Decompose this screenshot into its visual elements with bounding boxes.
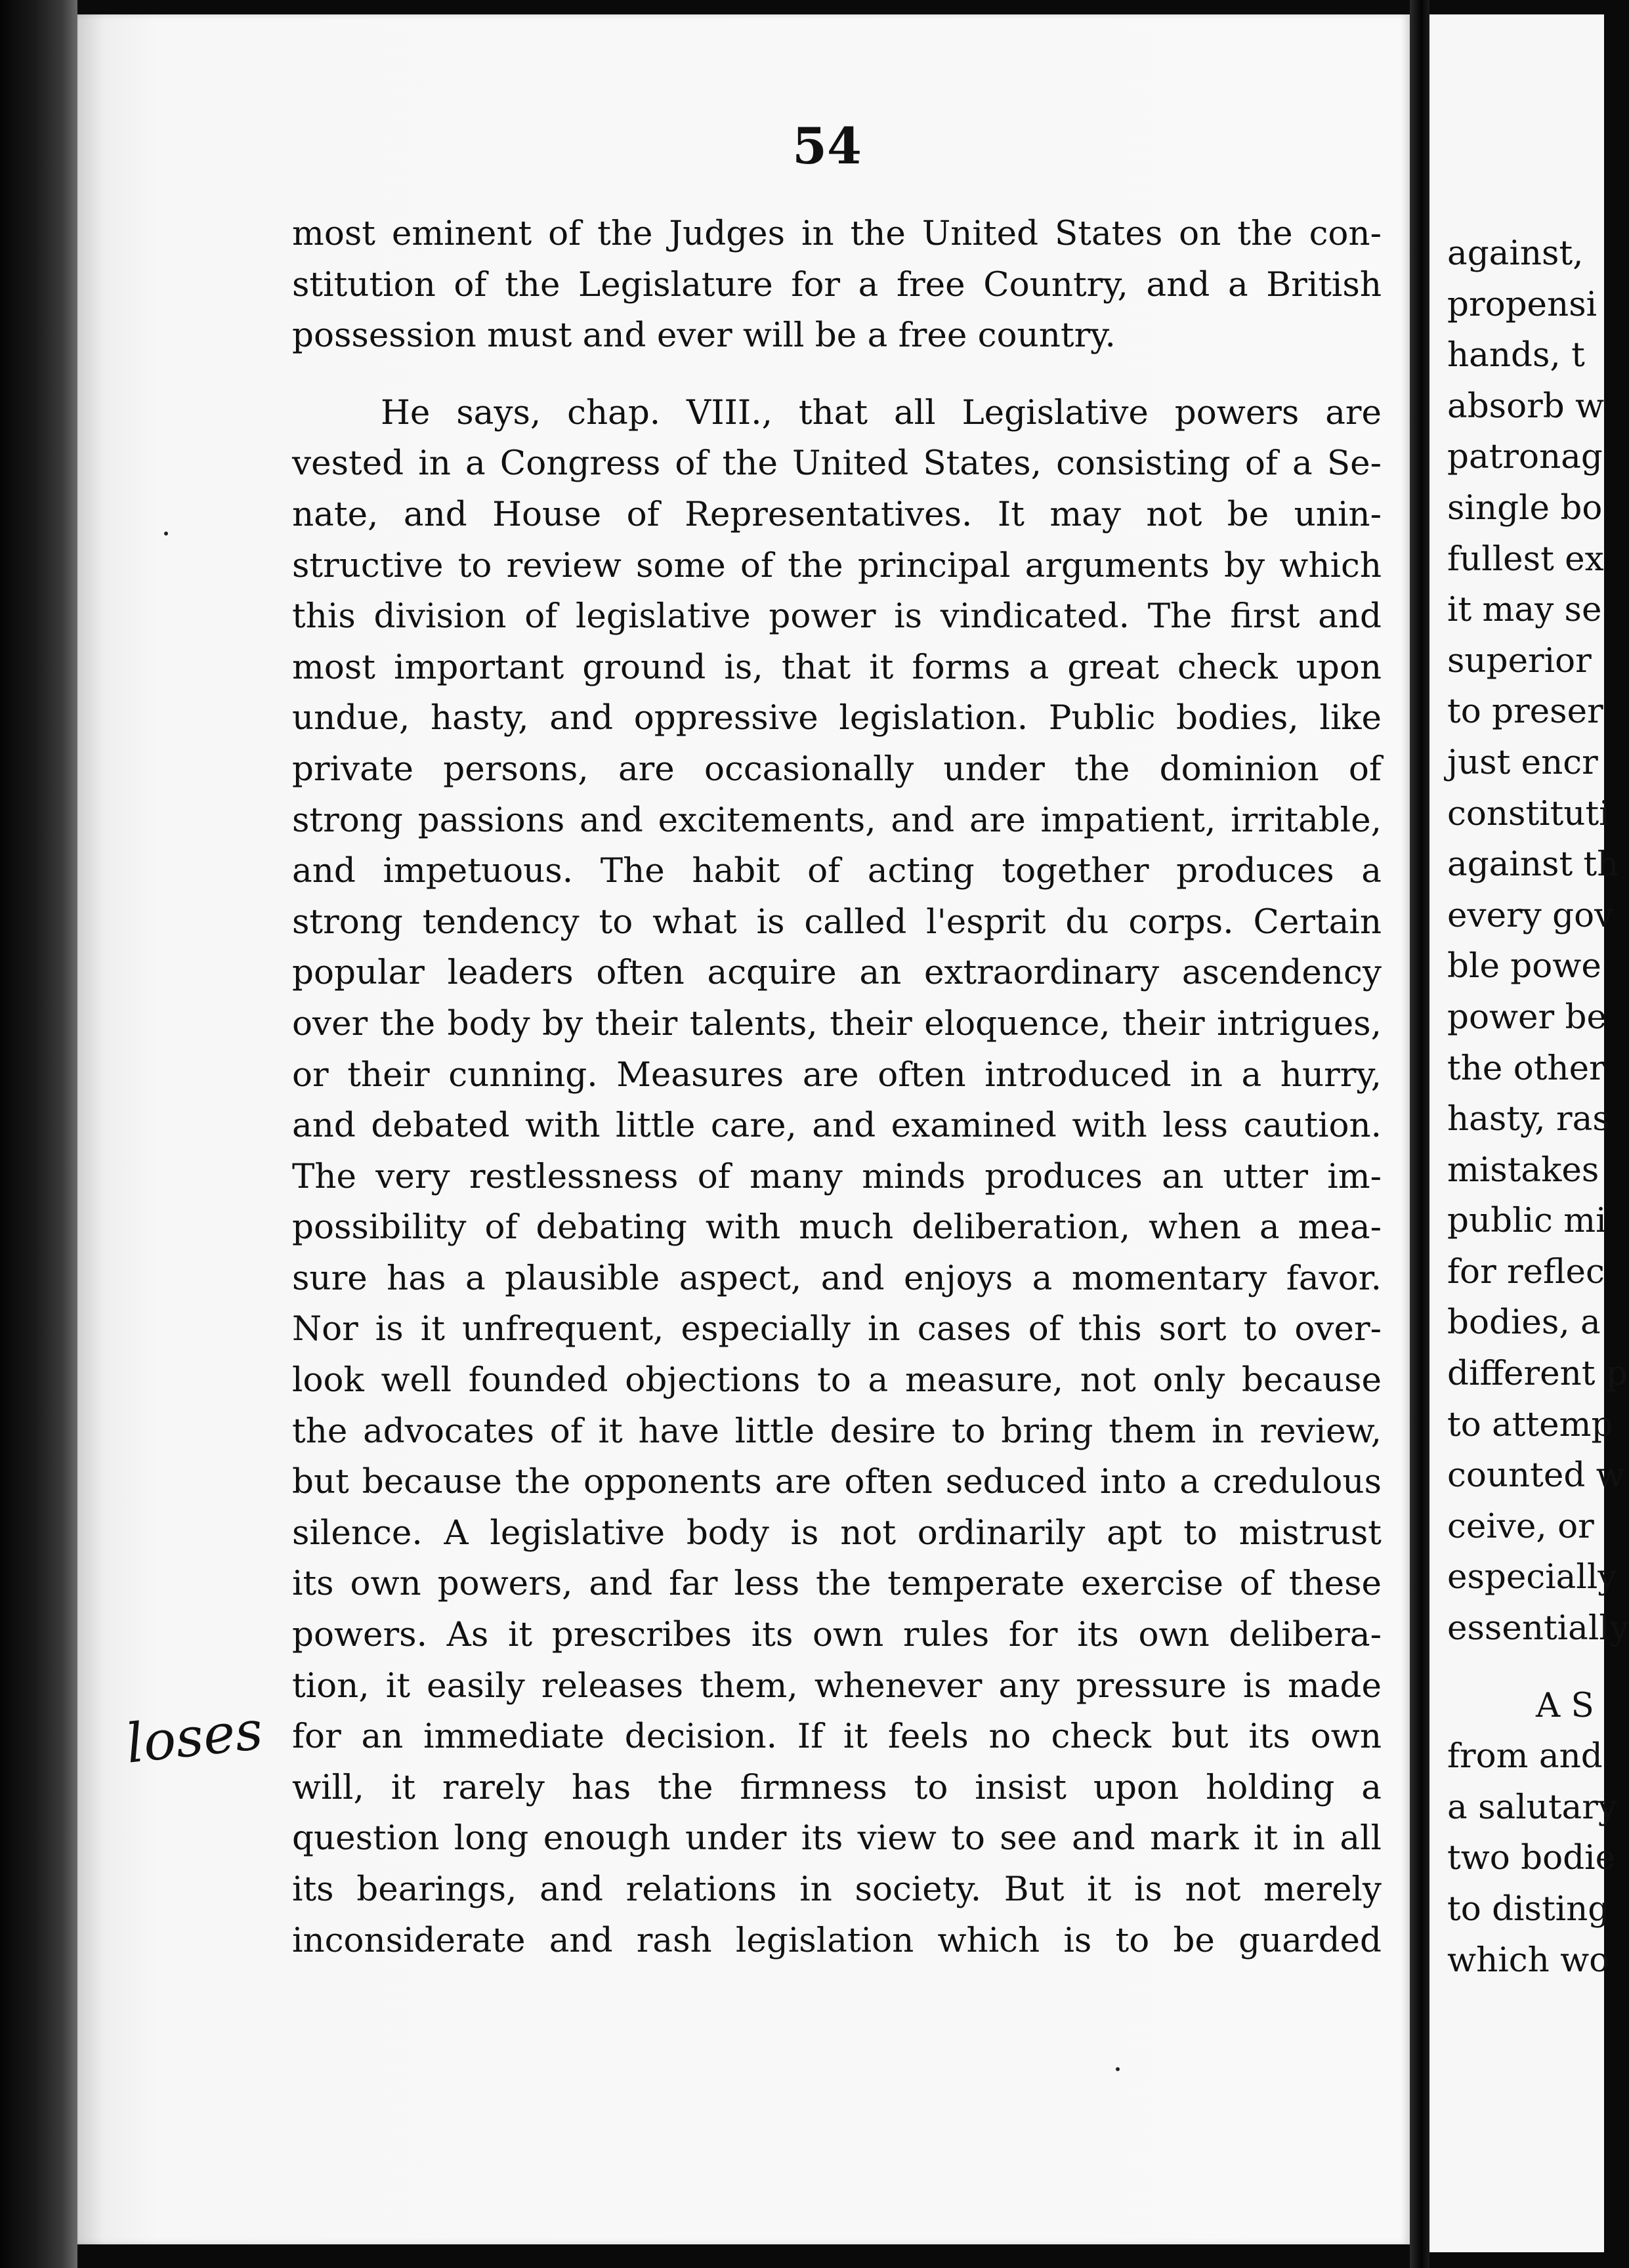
page-gutter <box>1410 0 1429 2268</box>
handwritten-marginal-note: loses <box>123 1699 266 1776</box>
facing-text-line: A S <box>1536 1685 1594 1725</box>
text-line: stitution of the Legislature for a free Country, and a British <box>292 264 1382 304</box>
facing-text-line: it may se <box>1447 590 1602 630</box>
text-line: question long enough under its view to see and mark it in all <box>292 1818 1382 1858</box>
text-line: and impetuous. The habit of acting together produces a <box>292 851 1382 891</box>
text-line: He says, chap. VIII., that all Legislative powers are <box>381 392 1382 432</box>
text-line: possibility of debating with much deliberation, when a mea- <box>292 1208 1382 1248</box>
text-line: vested in a Congress of the United States, consisting of a Se- <box>292 444 1382 484</box>
facing-text-line: against, <box>1447 234 1584 273</box>
facing-text-line: for reflec <box>1447 1251 1605 1292</box>
text-line: most eminent of the Judges in the United States on the con- <box>292 214 1382 253</box>
facing-text-line: bodies, a <box>1447 1303 1601 1343</box>
facing-text-line: against th <box>1447 845 1619 885</box>
text-line: nate, and House of Representatives. It may not be unin- <box>292 494 1382 534</box>
facing-text-line: hands, t <box>1447 335 1585 375</box>
facing-text-line: fullest ex <box>1447 539 1604 579</box>
facing-text-line: a salutary <box>1447 1787 1617 1827</box>
facing-text-line: public mi <box>1447 1201 1607 1241</box>
facing-text-line: hasty, ras <box>1447 1099 1610 1139</box>
text-line: strong passions and excitements, and are impatient, irritable, <box>292 800 1382 840</box>
facing-text-line: mistakes <box>1447 1150 1599 1190</box>
text-line: Nor is it unfrequent, especially in cases of this sort to over- <box>292 1309 1382 1349</box>
book-spine <box>0 0 77 2268</box>
text-line: powers. As it prescribes its own rules for its own delibera- <box>292 1615 1382 1655</box>
text-line: its own powers, and far less the temperate exercise of these <box>292 1564 1382 1604</box>
facing-text-line: essentially <box>1447 1608 1629 1648</box>
facing-text-line: just encr <box>1447 742 1598 782</box>
facing-text-line: which wo <box>1447 1940 1610 1980</box>
facing-text-line: to preser <box>1447 692 1603 732</box>
ink-speck <box>1116 2067 1120 2071</box>
text-line: but because the opponents are often seduced into a credulous <box>292 1462 1382 1502</box>
text-line: the advocates of it have little desire to bring them in review, <box>292 1411 1382 1451</box>
text-line: popular leaders often acquire an extraordinary ascendency <box>292 953 1382 993</box>
text-line: strong tendency to what is called l'esprit du corps. Certain <box>292 902 1382 942</box>
facing-text-line: every gov <box>1447 895 1614 935</box>
facing-text-line: ble powe <box>1447 946 1601 986</box>
facing-text-line: different p <box>1447 1354 1628 1394</box>
facing-text-line: especially <box>1447 1557 1617 1597</box>
text-line: its bearings, and relations in society. But it is not merely <box>292 1870 1382 1909</box>
facing-text-line: constituti <box>1447 793 1610 833</box>
paragraph-gap <box>1447 1654 1618 1681</box>
ink-speck <box>164 532 168 536</box>
facing-text-line: to disting <box>1447 1889 1610 1929</box>
facing-text-line: from and <box>1447 1736 1603 1776</box>
text-line: for an immediate decision. If it feels no check but its own <box>292 1717 1382 1757</box>
facing-text-line: counted w <box>1447 1456 1625 1496</box>
text-line: over the body by their talents, their eloquence, their intrigues, <box>292 1003 1382 1043</box>
facing-text-line: patronag <box>1447 437 1603 477</box>
text-line: structive to review some of the principal arguments by which <box>292 545 1382 585</box>
text-line: will, it rarely has the firmness to insist upon holding a <box>292 1767 1382 1807</box>
facing-text-line: power be <box>1447 997 1607 1037</box>
facing-text-line: the other <box>1447 1048 1605 1088</box>
facing-page-text-column <box>1447 228 1629 1986</box>
text-line: tion, it easily releases them, whenever any pressure is made <box>292 1666 1382 1706</box>
facing-text-line: ceive, or <box>1447 1506 1594 1546</box>
main-text-column <box>292 209 1382 1966</box>
text-line: or their cunning. Measures are often introduced in a hurry, <box>292 1055 1382 1095</box>
facing-text-line: superior <box>1447 640 1592 681</box>
text-line: private persons, are occasionally under the dominion of <box>292 749 1382 789</box>
text-line: undue, hasty, and oppressive legislation. Public bodies, like <box>292 698 1382 738</box>
facing-text-line: single bo <box>1447 488 1603 528</box>
text-line: The very restlessness of many minds produces an utter im- <box>292 1156 1382 1196</box>
text-line: sure has a plausible aspect, and enjoys a momentary favor. <box>292 1258 1382 1298</box>
text-line: and debated with little care, and examined with less caution. <box>292 1106 1382 1146</box>
page-number: 54 <box>792 117 862 175</box>
text-line: this division of legislative power is vindicated. The first and <box>292 597 1382 637</box>
text-line: most important ground is, that it forms a great check upon <box>292 647 1382 687</box>
text-line: look well founded objections to a measure, not only because <box>292 1360 1382 1400</box>
text-line: inconsiderate and rash legislation which is to be guarded <box>292 1920 1382 1960</box>
facing-text-line: to attemp <box>1447 1404 1613 1444</box>
paragraph-gap <box>292 362 1382 388</box>
facing-text-line: absorb w <box>1447 386 1605 426</box>
text-line: silence. A legislative body is not ordinarily apt to mistrust <box>292 1513 1382 1553</box>
facing-text-line: propensi <box>1447 284 1597 324</box>
text-line: possession must and ever will be a free country. <box>292 316 1116 356</box>
facing-text-line: two bodie <box>1447 1838 1616 1878</box>
